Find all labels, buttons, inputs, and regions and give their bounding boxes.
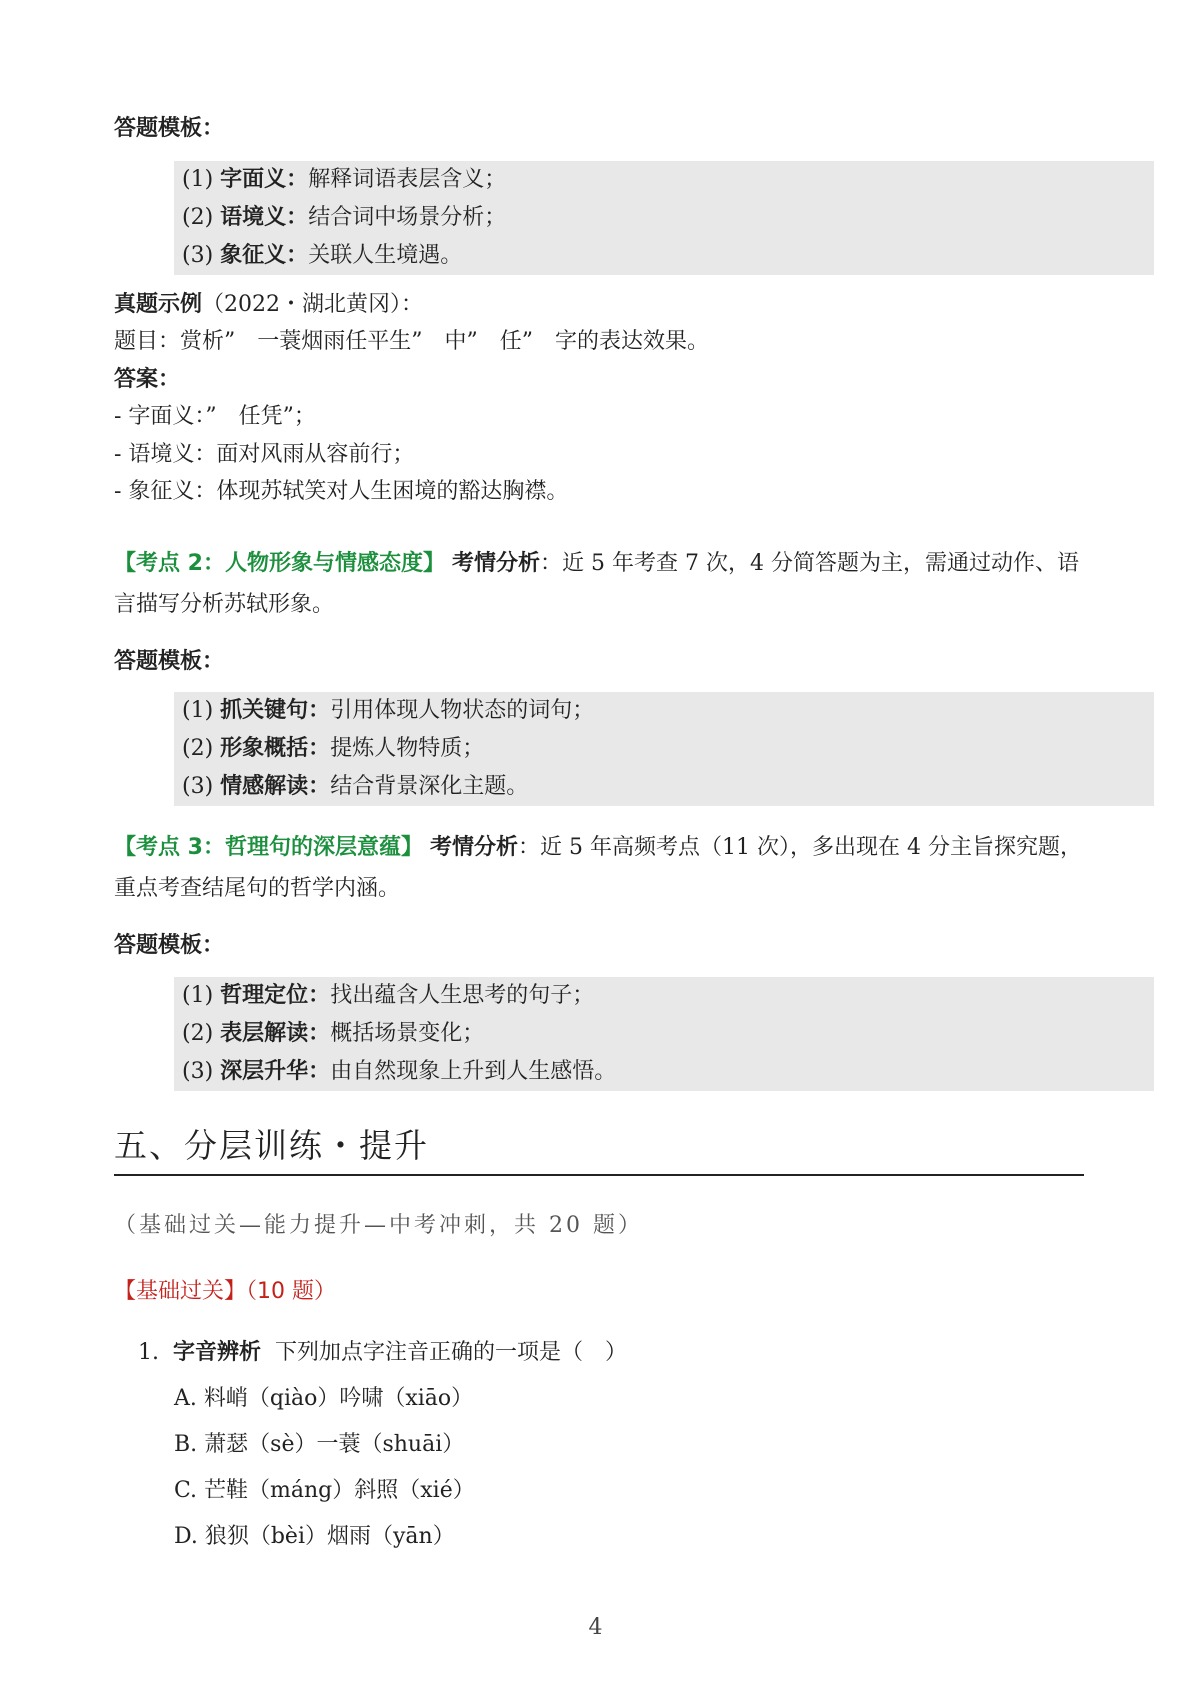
option-b: B. 萧瑟（sè）一蓑（shuāi） bbox=[174, 1432, 465, 1457]
template-step: (3) 深层升华：由自然现象上升到人生感悟。 bbox=[182, 1059, 617, 1084]
question-1: 1. 字音辨析 下列加点字注音正确的一项是（ ） bbox=[138, 1340, 628, 1365]
answer-item: - 字面义：” 任凭”； bbox=[114, 404, 316, 429]
exam-point-3: 【考点 3：哲理句的深层意蕴】 考情分析：近 5 年高频考点（11 次），多出现在 4 分主旨探究题，重点考查结尾句的哲学内涵。 bbox=[114, 835, 1082, 901]
answer-item: - 象征义：体现苏轼笑对人生困境的豁达胸襟。 bbox=[114, 479, 569, 504]
template-step: (1) 字面义：解释词语表层含义； bbox=[182, 167, 507, 192]
template-step: (3) 象征义：关联人生境遇。 bbox=[182, 243, 463, 268]
heading-rule bbox=[114, 1174, 1084, 1176]
level-heading: 【基础过关】（10 题） bbox=[114, 1279, 337, 1304]
section-subnote: （基础过关—能力提升—中考冲刺，共 20 题） bbox=[114, 1213, 643, 1238]
exam-point-2: 【考点 2：人物形象与情感态度】 考情分析：近 5 年考查 7 次，4 分简答题为主，需通过动作、语言描写分析苏轼形象。 bbox=[114, 551, 1079, 617]
example-question: 题目：赏析” 一蓑烟雨任平生” 中” 任” 字的表达效果。 bbox=[114, 329, 709, 354]
answer-item: - 语境义：面对风雨从容前行； bbox=[114, 442, 415, 467]
option-a: A. 料峭（qiào）吟啸（xiāo） bbox=[174, 1386, 474, 1411]
example-heading: 真题示例（2022・湖北黄冈）： bbox=[114, 292, 424, 317]
template-step: (2) 表层解读：概括场景变化； bbox=[182, 1021, 485, 1046]
template-box-2 bbox=[174, 692, 1154, 806]
template-label-1: 答题模板： bbox=[114, 116, 225, 141]
option-d: D. 狼狈（bèi）烟雨（yān） bbox=[174, 1524, 455, 1549]
option-c: C. 芒鞋（máng）斜照（xié） bbox=[174, 1478, 475, 1503]
template-label-2: 答题模板： bbox=[114, 649, 225, 674]
template-step: (1) 抓关键句：引用体现人物状态的词句； bbox=[182, 698, 595, 723]
template-step: (1) 哲理定位：找出蕴含人生思考的句子； bbox=[182, 983, 595, 1008]
answer-label: 答案： bbox=[114, 367, 181, 392]
template-label-3: 答题模板： bbox=[114, 933, 225, 958]
template-step: (2) 语境义：结合词中场景分析； bbox=[182, 205, 507, 230]
template-box-1 bbox=[174, 161, 1154, 275]
page-number: 4 bbox=[588, 1615, 603, 1640]
template-step: (3) 情感解读：结合背景深化主题。 bbox=[182, 774, 529, 799]
template-box-3 bbox=[174, 977, 1154, 1091]
template-step: (2) 形象概括：提炼人物特质； bbox=[182, 736, 485, 761]
section-heading: 五、分层训练・提升 bbox=[114, 1126, 429, 1165]
